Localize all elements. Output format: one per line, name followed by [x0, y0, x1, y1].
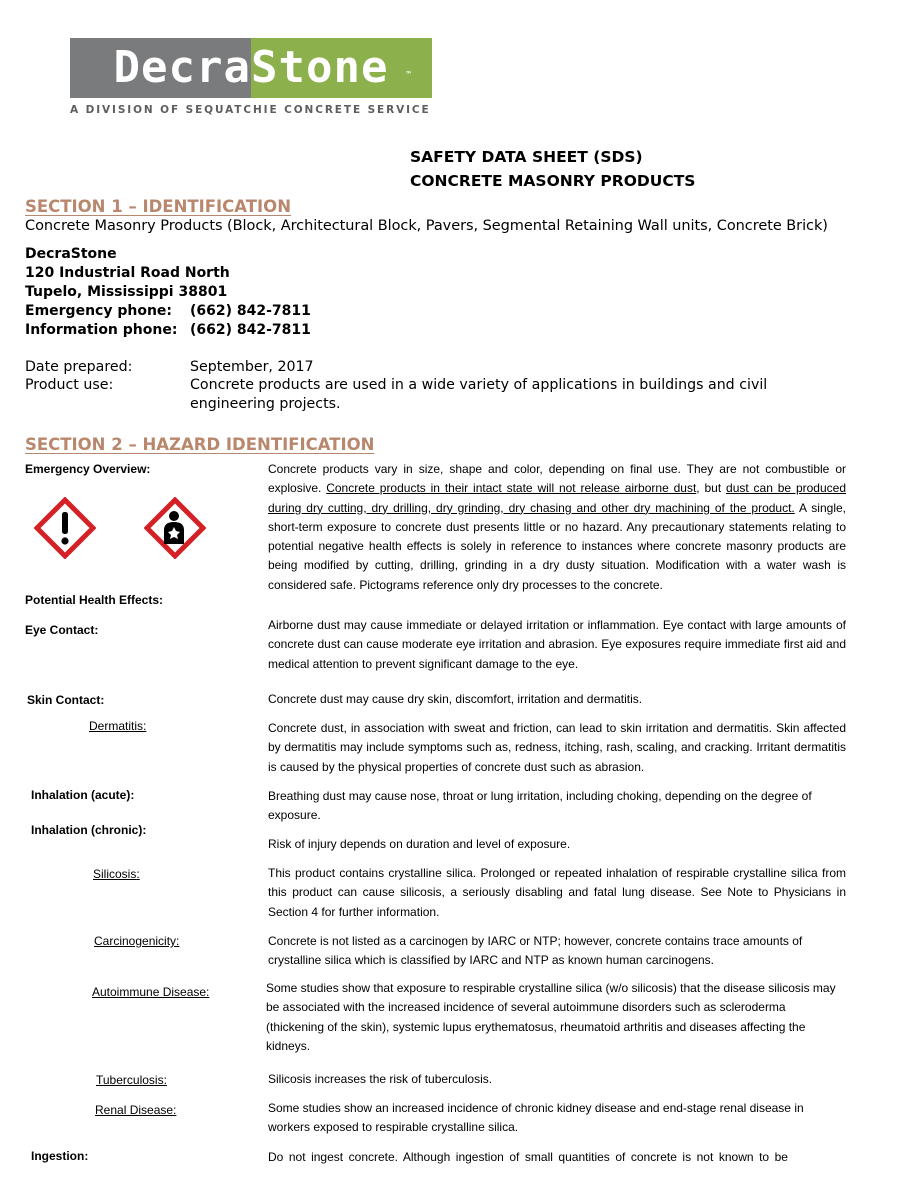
emergency-phone-value: (662) 842-7811 [190, 303, 311, 319]
tuberculosis-text: Silicosis increases the risk of tuberculosis. [268, 1072, 493, 1086]
skin-contact-label: Skin Contact: [27, 693, 105, 707]
section1-heading: SECTION 1 – IDENTIFICATION [25, 197, 292, 216]
autoimmune-disease-text: Some studies show that exposure to respirable crystalline silica (w/o silicosis) that the disease silicosis may be associated with the increased incidence of several autoimmune disorders such as scleroderma (thickening of the skin), systemic lupus erythematosus, rheumatoid arthritis and diseases affecting the kidneys. [266, 981, 836, 1053]
health-hazard-icon [144, 497, 206, 559]
section2-heading: SECTION 2 – HAZARD IDENTIFICATION [25, 435, 375, 454]
logo-tagline: A DIVISION OF SEQUATCHIE CONCRETE SERVICE [70, 104, 431, 116]
ingestion-text: Do not ingest concrete. Although ingestion of small quantities of concrete is not known to be [268, 1150, 788, 1164]
emergency-overview-label: Emergency Overview: [25, 462, 151, 476]
eye-contact-label: Eye Contact: [25, 623, 99, 637]
eo-text-3: A single, short-term exposure to concrete dust presents little or no hazard. Any precautionary statements relating to potential negative health effects is solely in reference to instances where concrete masonry products are being modified by cutting, drilling, grinding in a dry dusty situation. Modification with a water wash is considered safe. Pictograms reference only dry processes to the concrete. [268, 500, 846, 592]
autoimmune-disease-label: Autoimmune Disease: [92, 985, 210, 999]
decrastone-logo [70, 38, 432, 98]
carcinogenicity-label: Carcinogenicity: [94, 934, 180, 948]
dermatitis-text: Concrete dust, in association with sweat and friction, can lead to skin irritation and dermatitis. Skin affected by dermatitis may include symptoms such as, redness, itching, rash, scaling, and cracking. Irritant dermatitis is caused by the physical properties of concrete dust such as abrasion. [268, 721, 846, 774]
logo-right-word: Stone [251, 42, 389, 93]
emergency-overview-text [268, 460, 846, 595]
ingestion-label: Ingestion: [31, 1149, 89, 1163]
product-use-label: Product use: [25, 377, 114, 393]
potential-health-effects-label: Potential Health Effects: [25, 593, 164, 607]
eo-text-2: , but [696, 481, 727, 496]
inhalation-chronic-label: Inhalation (chronic): [31, 823, 147, 837]
renal-disease-label-text: Renal Disease [95, 1103, 174, 1117]
document-title-line1: SAFETY DATA SHEET (SDS) [410, 148, 643, 166]
tuberculosis-label-text: Tuberculosis [96, 1073, 164, 1087]
logo-right-text [251, 38, 432, 98]
inhalation-chronic-text: Risk of injury depends on duration and level of exposure. [268, 837, 571, 851]
exclamation-mark-icon [34, 497, 96, 559]
dermatitis-label: Dermatitis: [89, 719, 147, 733]
information-phone-label: Information phone: [25, 322, 178, 338]
eo-text-1: Concrete products vary in size, shape and color, depending on final use. They are not combustible or explosive. [268, 462, 846, 496]
product-use-value-line1: Concrete products are used in a wide variety of applications in buildings and civil [190, 377, 768, 393]
silicosis-label-text: Silicosis [93, 867, 137, 881]
carcinogenicity-text: Concrete is not listed as a carcinogen by IARC or NTP; however, concrete contains trace amounts of crystalline silica which is classified by IARC and NTP as known human carcinogens. [268, 934, 803, 968]
eye-contact-text: Airborne dust may cause immediate or delayed irritation or inflammation. Eye contact with large amounts of concrete dust can cause moderate eye irritation and abrasion. Eye exposures require immediate first aid and medical attention to prevent significant damage to the eye. [268, 618, 846, 671]
product-use-value-line2: engineering projects. [190, 396, 341, 412]
logo-left-text: Decra [70, 38, 251, 98]
trademark-mark: ™ [406, 70, 412, 79]
company-address-line1: 120 Industrial Road North [25, 265, 230, 281]
date-prepared-value: September, 2017 [190, 359, 314, 375]
silicosis-text: This product contains crystalline silica. Prolonged or repeated inhalation of respirable crystalline silica from this product can cause silicosis, a seriously disabling and fatal lung disease. See Note to Physicians in Section 4 for further information. [268, 866, 846, 919]
eo-text-underlined-2: dust can be produced during dry cutting, dry drilling, dry grinding, dry chasing and other dry machining of the product. [268, 481, 846, 515]
silicosis-label: Silicosis: [93, 867, 140, 881]
date-prepared-label: Date prepared: [25, 359, 133, 375]
emergency-phone-label: Emergency phone: [25, 303, 172, 319]
tuberculosis-label: Tuberculosis: [96, 1073, 167, 1087]
dermatitis-label-text: Dermatitis [89, 719, 144, 733]
renal-disease-text: Some studies show an increased incidence of chronic kidney disease and end-stage renal disease in workers exposed to respirable crystalline silica. [268, 1101, 804, 1135]
carcinogenicity-label-text: Carcinogenicity [94, 934, 177, 948]
company-name: DecraStone [25, 246, 117, 262]
company-address-line2: Tupelo, Mississippi 38801 [25, 284, 228, 300]
document-title-line2: CONCRETE MASONRY PRODUCTS [410, 172, 696, 190]
product-description: Concrete Masonry Products (Block, Architectural Block, Pavers, Segmental Retaining Wall units, Concrete Brick) [25, 218, 828, 234]
inhalation-acute-text: Breathing dust may cause nose, throat or lung irritation, including choking, depending on the degree of exposure. [268, 789, 812, 823]
eo-text-underlined-1: Concrete products in their intact state will not release airborne dust [326, 481, 697, 496]
inhalation-acute-label: Inhalation (acute): [31, 788, 135, 802]
information-phone-value: (662) 842-7811 [190, 322, 311, 338]
skin-contact-text: Concrete dust may cause dry skin, discomfort, irritation and dermatitis. [268, 692, 643, 706]
renal-disease-label: Renal Disease: [95, 1103, 177, 1117]
